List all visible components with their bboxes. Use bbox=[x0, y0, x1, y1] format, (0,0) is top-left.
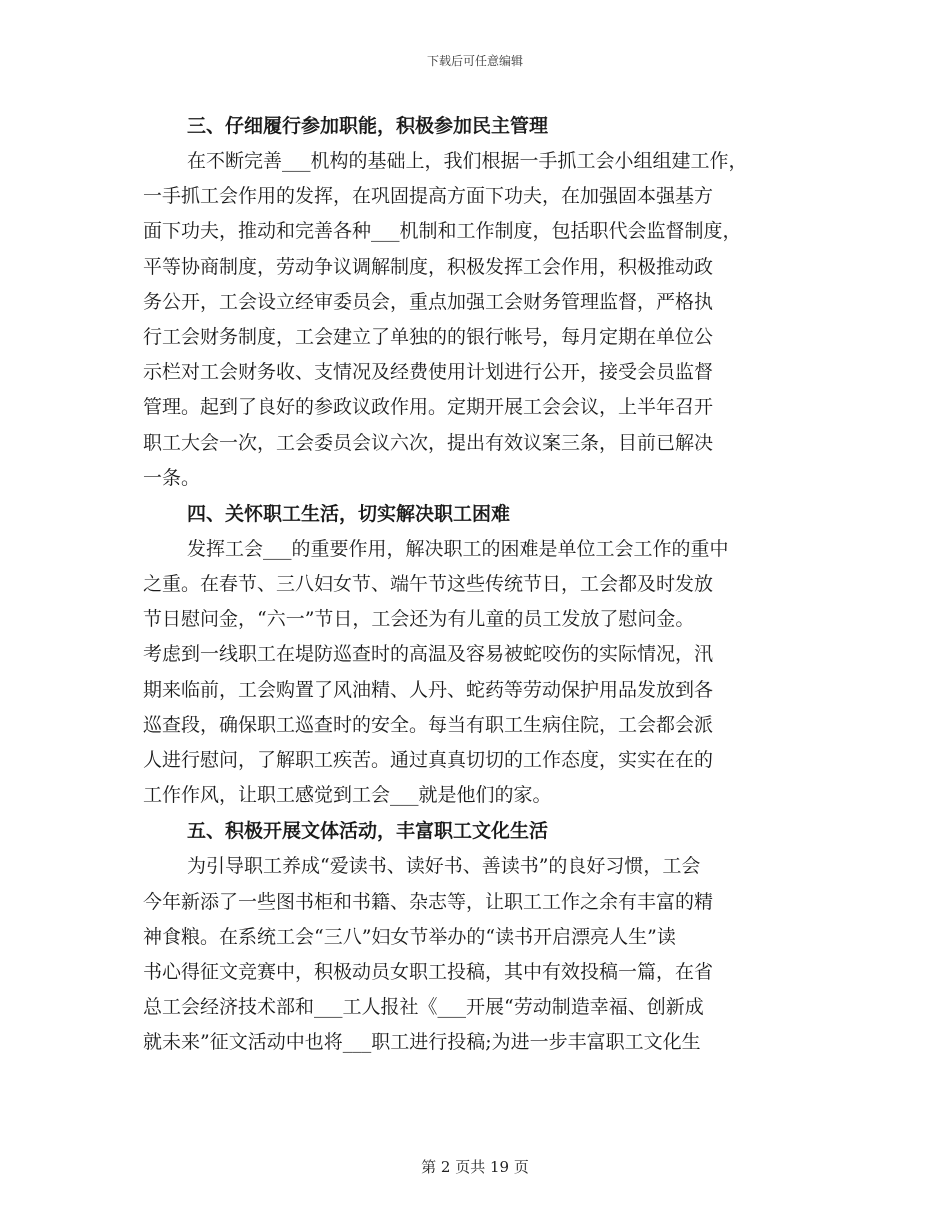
section-heading-3: 三、仔细履行参加职能，积极参加民主管理 bbox=[187, 115, 549, 137]
paragraph-line: 书心得征文竞赛中，积极动员女职工投稿，其中有效投稿一篇，在省 bbox=[143, 960, 714, 983]
paragraph-line: 面下功夫，推动和完善各种___机制和工作制度，包括职代会监督制度， bbox=[143, 220, 742, 243]
paragraph-line: 工作作风，让职工感觉到工会___就是他们的家。 bbox=[143, 784, 552, 807]
paragraph-line: 发挥工会___的重要作用，解决职工的困难是单位工会工作的重中 bbox=[187, 537, 729, 560]
document-body bbox=[143, 108, 815, 1061]
paragraph-line: 行工会财务制度，工会建立了单独的的银行帐号，每月定期在单位公 bbox=[143, 325, 714, 348]
paragraph-line: 期来临前，工会购置了风油精、人丹、蛇药等劳动保护用品发放到各 bbox=[143, 678, 714, 701]
paragraph-line: 为引导职工养成“爱读书、读好书、善读书”的良好习惯，工会 bbox=[187, 855, 701, 878]
section-paragraph-3 bbox=[143, 144, 815, 496]
page-header-note: 下载后可任意编辑 bbox=[426, 54, 523, 68]
paragraph-line: 示栏对工会财务收、支情况及经费使用计划进行公开，接受会员监督 bbox=[143, 361, 714, 384]
paragraph-line: 管理。起到了良好的参政议政作用。定期开展工会会议，上半年召开 bbox=[143, 396, 714, 419]
paragraph-line: 节日慰问金，“六一”节日，工会还为有儿童的员工发放了慰问金。 bbox=[143, 608, 695, 631]
section-heading-4: 四、关怀职工生活，切实解决职工困难 bbox=[187, 502, 511, 525]
paragraph-line: 职工大会一次，工会委员会议六次，提出有效议案三条，目前已解决 bbox=[143, 431, 714, 454]
paragraph-line: 巡查段，确保职工巡查时的安全。每当有职工生病住院，工会都会派 bbox=[143, 713, 714, 736]
paragraph-line: 之重。在春节、三八妇女节、端午节这些传统节日，工会都及时发放 bbox=[143, 573, 714, 596]
section-paragraph-4 bbox=[143, 532, 815, 814]
paragraph-line: 总工会经济技术部和___工人报社《___开展“劳动制造幸福、创新成 bbox=[143, 996, 704, 1019]
paragraph-line: 平等协商制度，劳动争议调解制度，积极发挥工会作用，积极推动政 bbox=[143, 255, 714, 278]
paragraph-line: 人进行慰问，了解职工疾苦。通过真真切切的工作态度，实实在在的 bbox=[143, 749, 714, 771]
paragraph-line: 一条。 bbox=[143, 466, 201, 489]
paragraph-line: 在不断完善___机构的基础上，我们根据一手抓工会小组组建工作， bbox=[187, 150, 748, 172]
section-heading-5: 五、积极开展文体活动，丰富职工文化生活 bbox=[187, 820, 549, 843]
section-paragraph-5 bbox=[143, 849, 815, 1060]
page-footer: 第 2 页共 19 页 bbox=[421, 1158, 529, 1176]
paragraph-line: 务公开，工会设立经审委员会，重点加强工会财务管理监督，严格执 bbox=[143, 290, 714, 313]
paragraph-line: 考虑到一线职工在堤防巡查时的高温及容易被蛇咬伤的实际情况，汛 bbox=[143, 643, 714, 666]
paragraph-line: 神食粮。在系统工会“三八”妇女节举办的“读书开启漂亮人生”读 bbox=[143, 925, 676, 948]
paragraph-line: 今年新添了一些图书柜和书籍、杂志等，让职工工作之余有丰富的精 bbox=[143, 890, 714, 913]
paragraph-line: 一手抓工会作用的发挥，在巩固提高方面下功夫，在加强固本强基方 bbox=[143, 185, 714, 208]
paragraph-line: 就未来”征文活动中也将___职工进行投稿;为进一步丰富职工文化生 bbox=[143, 1031, 701, 1054]
